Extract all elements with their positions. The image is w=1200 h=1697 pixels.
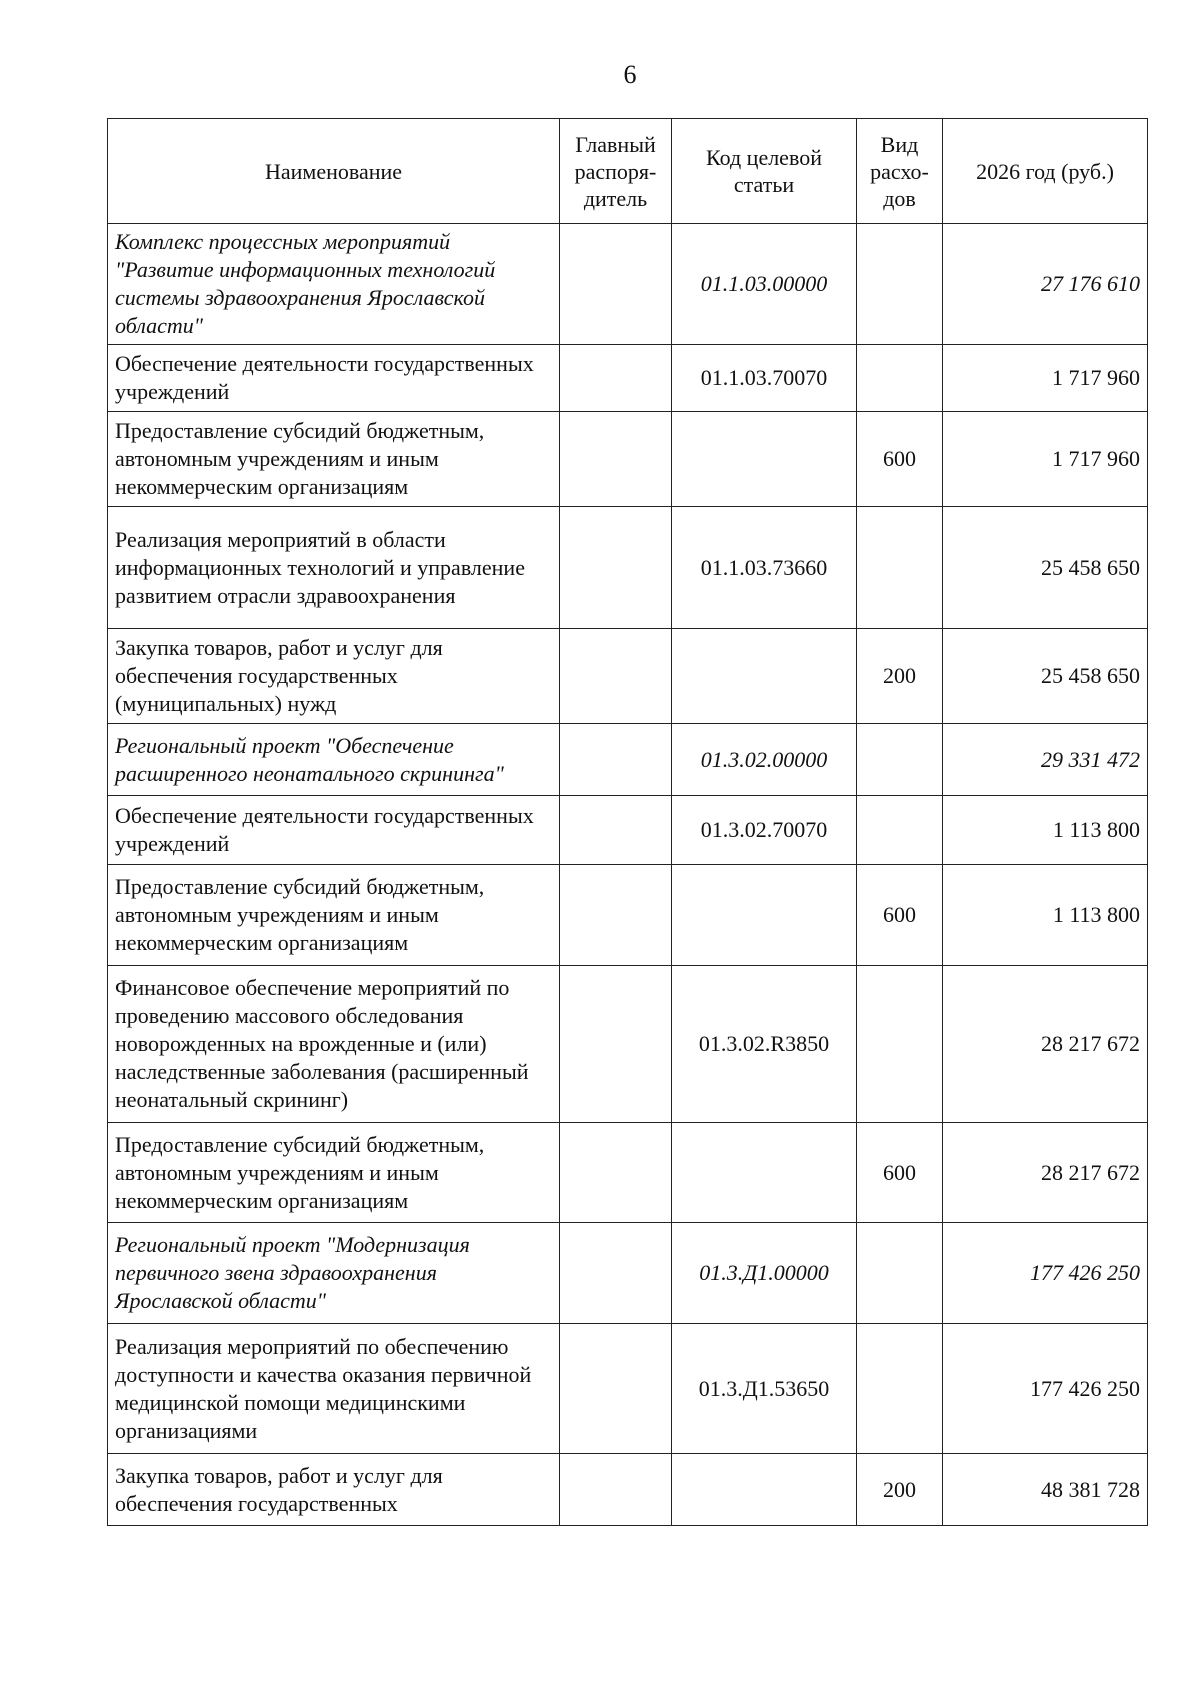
row-expense-kind: 600 bbox=[857, 412, 943, 507]
row-amount: 27 176 610 bbox=[943, 224, 1148, 345]
row-disposer bbox=[560, 224, 672, 345]
table-row bbox=[108, 412, 1148, 507]
row-name: Обеспечение деятельности государственных учреждений bbox=[108, 345, 560, 412]
table-row bbox=[108, 724, 1148, 796]
header-target-code: Код целевой статьи bbox=[672, 119, 857, 224]
row-amount: 48 381 728 bbox=[943, 1454, 1148, 1526]
row-name: Реализация мероприятий в области информационных технологий и управление развитием отрасли здравоохранения bbox=[108, 507, 560, 629]
row-target-code bbox=[672, 629, 857, 724]
row-disposer bbox=[560, 1324, 672, 1454]
row-name: Региональный проект "Обеспечение расширенного неонатального скрининга" bbox=[108, 724, 560, 796]
row-name: Предоставление субсидий бюджетным, автономным учреждениям и иным некоммерческим организациям bbox=[108, 1123, 560, 1223]
row-target-code bbox=[672, 1123, 857, 1223]
row-disposer bbox=[560, 345, 672, 412]
row-amount: 29 331 472 bbox=[943, 724, 1148, 796]
row-target-code bbox=[672, 412, 857, 507]
table-row bbox=[108, 796, 1148, 865]
row-target-code: 01.1.03.70070 bbox=[672, 345, 857, 412]
row-expense-kind: 200 bbox=[857, 1454, 943, 1526]
row-amount: 25 458 650 bbox=[943, 507, 1148, 629]
row-disposer bbox=[560, 1123, 672, 1223]
row-name: Региональный проект "Модернизация первичного звена здравоохранения Ярославской области" bbox=[108, 1223, 560, 1324]
page-number: 6 bbox=[623, 60, 637, 89]
row-expense-kind: 600 bbox=[857, 1123, 943, 1223]
row-amount: 1 113 800 bbox=[943, 865, 1148, 966]
row-expense-kind: 600 bbox=[857, 865, 943, 966]
row-name: Финансовое обеспечение мероприятий по проведению массового обследования новорожденных на врожденные и (или) наследственные заболевания (расширенный неонатальный скрининг) bbox=[108, 966, 560, 1123]
row-amount: 28 217 672 bbox=[943, 966, 1148, 1123]
row-expense-kind: 200 bbox=[857, 629, 943, 724]
row-disposer bbox=[560, 865, 672, 966]
row-target-code: 01.1.03.00000 bbox=[672, 224, 857, 345]
row-amount: 177 426 250 bbox=[943, 1324, 1148, 1454]
row-disposer bbox=[560, 1454, 672, 1526]
row-amount: 177 426 250 bbox=[943, 1223, 1148, 1324]
row-amount: 1 717 960 bbox=[943, 412, 1148, 507]
row-expense-kind bbox=[857, 724, 943, 796]
row-expense-kind bbox=[857, 224, 943, 345]
row-amount: 25 458 650 bbox=[943, 629, 1148, 724]
row-expense-kind bbox=[857, 507, 943, 629]
table-row bbox=[108, 1454, 1148, 1526]
row-expense-kind bbox=[857, 345, 943, 412]
table-row bbox=[108, 507, 1148, 629]
row-expense-kind bbox=[857, 1223, 943, 1324]
row-name: Закупка товаров, работ и услуг для обеспечения государственных (муниципальных) нужд bbox=[108, 629, 560, 724]
table-row bbox=[108, 224, 1148, 345]
row-name: Предоставление субсидий бюджетным, автономным учреждениям и иным некоммерческим организациям bbox=[108, 412, 560, 507]
table-row bbox=[108, 1123, 1148, 1223]
row-expense-kind bbox=[857, 796, 943, 865]
row-name: Реализация мероприятий по обеспечению доступности и качества оказания первичной медицинской помощи медицинскими организациями bbox=[108, 1324, 560, 1454]
row-target-code: 01.1.03.73660 bbox=[672, 507, 857, 629]
table-row bbox=[108, 865, 1148, 966]
table-row bbox=[108, 345, 1148, 412]
row-target-code bbox=[672, 1454, 857, 1526]
row-name: Комплекс процессных мероприятий "Развитие информационных технологий системы здравоохранения Ярославской области" bbox=[108, 224, 560, 345]
budget-table bbox=[107, 118, 1148, 1526]
row-target-code: 01.3.Д1.53650 bbox=[672, 1324, 857, 1454]
table-row bbox=[108, 966, 1148, 1123]
row-disposer bbox=[560, 966, 672, 1123]
row-name: Закупка товаров, работ и услуг для обеспечения государственных bbox=[108, 1454, 560, 1526]
row-disposer bbox=[560, 629, 672, 724]
row-target-code bbox=[672, 865, 857, 966]
row-target-code: 01.3.02.00000 bbox=[672, 724, 857, 796]
row-disposer bbox=[560, 412, 672, 507]
header-expense-kind: Вид расхо-дов bbox=[857, 119, 943, 224]
row-target-code: 01.3.Д1.00000 bbox=[672, 1223, 857, 1324]
table-row bbox=[108, 1324, 1148, 1454]
row-expense-kind bbox=[857, 966, 943, 1123]
row-name: Обеспечение деятельности государственных учреждений bbox=[108, 796, 560, 865]
header-disposer: Главный распоря-дитель bbox=[560, 119, 672, 224]
table-row bbox=[108, 1223, 1148, 1324]
header-name: Наименование bbox=[108, 119, 560, 224]
row-amount: 1 717 960 bbox=[943, 345, 1148, 412]
row-name: Предоставление субсидий бюджетным, автономным учреждениям и иным некоммерческим организациям bbox=[108, 865, 560, 966]
header-amount-2026: 2026 год (руб.) bbox=[943, 119, 1148, 224]
row-disposer bbox=[560, 1223, 672, 1324]
table-row bbox=[108, 629, 1148, 724]
row-amount: 28 217 672 bbox=[943, 1123, 1148, 1223]
row-expense-kind bbox=[857, 1324, 943, 1454]
row-target-code: 01.3.02.R3850 bbox=[672, 966, 857, 1123]
table-header-row bbox=[108, 119, 1148, 224]
row-disposer bbox=[560, 507, 672, 629]
row-disposer bbox=[560, 724, 672, 796]
row-amount: 1 113 800 bbox=[943, 796, 1148, 865]
row-disposer bbox=[560, 796, 672, 865]
row-target-code: 01.3.02.70070 bbox=[672, 796, 857, 865]
